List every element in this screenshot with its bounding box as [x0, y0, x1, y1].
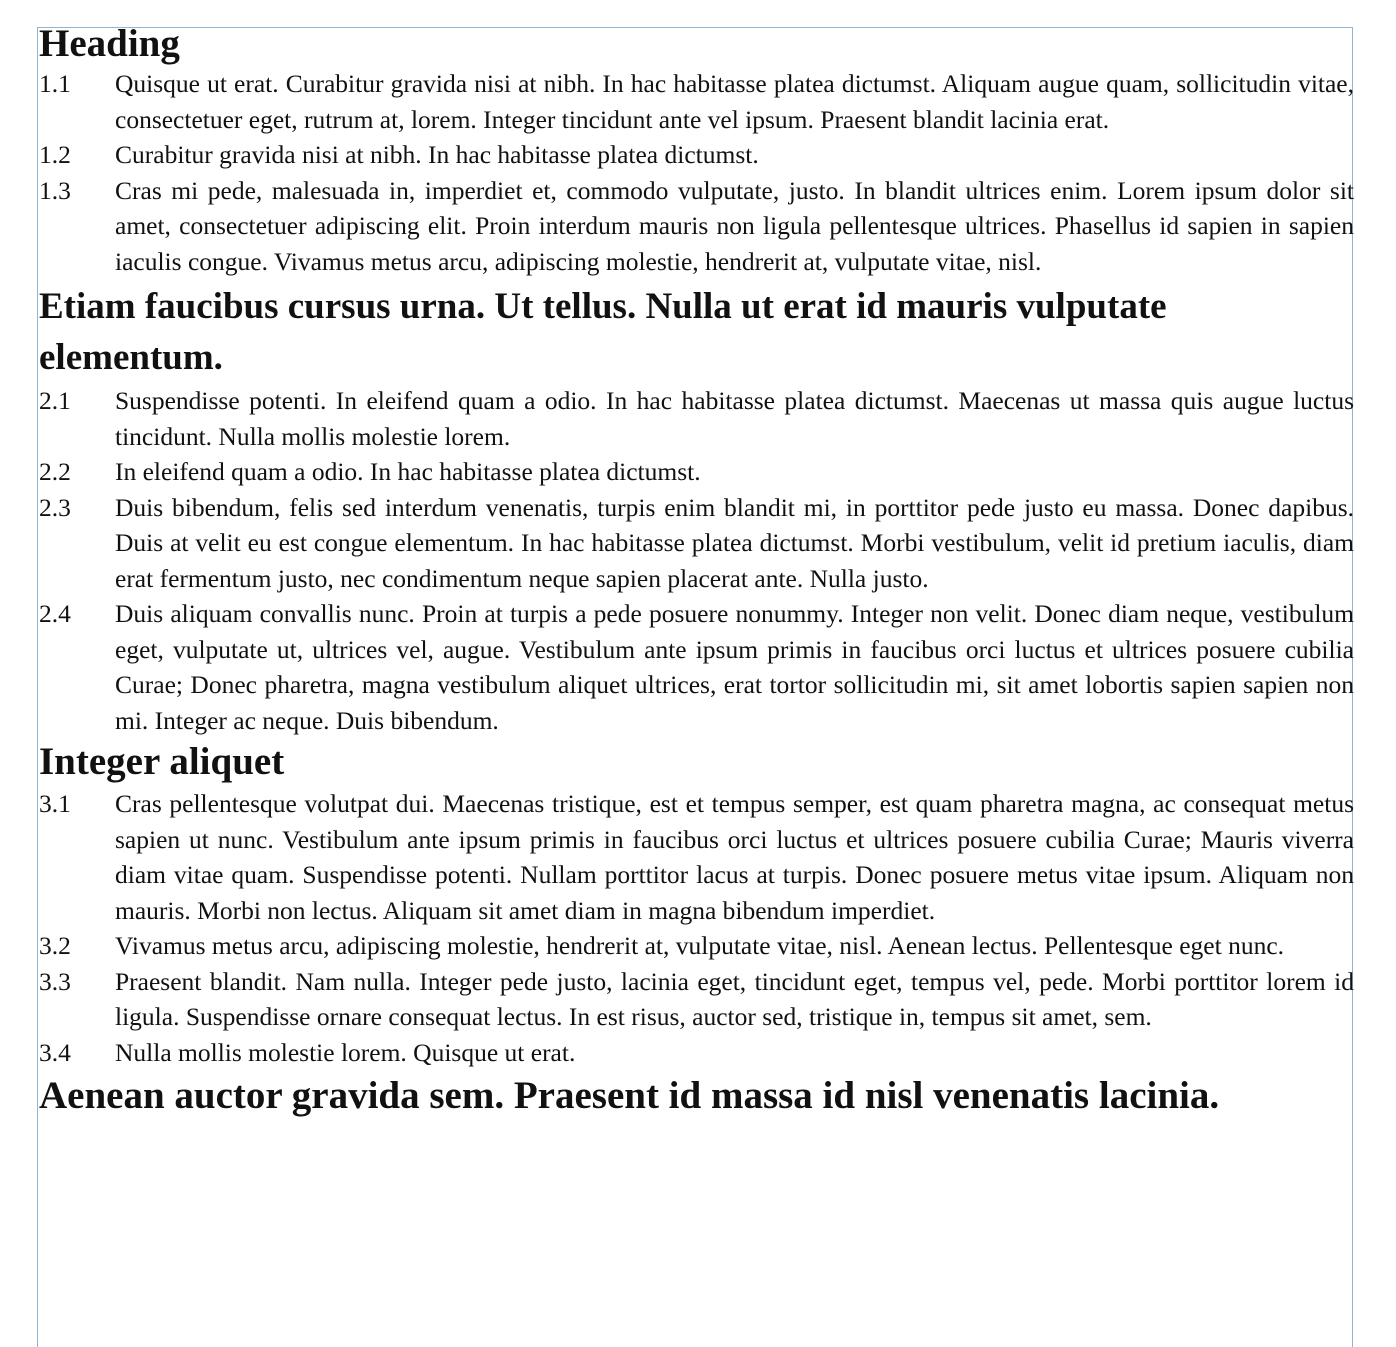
item-text[interactable]: Nulla mollis molestie lorem. Quisque ut erat.	[115, 1037, 576, 1067]
item-text[interactable]: Vivamus metus arcu, adipiscing molestie, hendrerit at, vulputate vitae, nisl. Aenean lectus. Pellentesque eget nunc.	[115, 931, 1285, 960]
item-number: 3.4	[39, 1037, 71, 1067]
list-item[interactable]	[39, 66, 1354, 137]
item-text[interactable]: Cras pellentesque volutpat dui. Maecenas tristique, est et tempus semper, est quam pharetra magna, ac consequat metus sapien ut nunc. Vestibulum ante ipsum primis in faucibus orci luctus et ultrices posuere cubilia Curae; Mauris viverra diam vitae quam. Suspendisse potenti. Nullam porttitor lacus at turpis. Donec posuere metus vitae ipsum. Aliquam non mauris. Morbi non lectus. Aliquam sit amet diam in magna bibendum imperdiet.	[115, 789, 1354, 925]
section-2-list	[39, 383, 1354, 738]
item-text[interactable]: Duis bibendum, felis sed interdum venenatis, turpis enim blandit mi, in porttitor pede justo eu massa. Donec dapibus. Duis at velit eu est congue elementum. In hac habitasse platea dictumst. Morbi vestibulum, velit id pretium iaculis, diam erat fermentum justo, nec condimentum neque sapien placerat ante. Nulla justo.	[115, 492, 1354, 593]
section-2-heading[interactable]: Etiam faucibus cursus urna. Ut tellus. Nulla ut erat id mauris vulputate elementum.	[39, 286, 1167, 378]
list-item[interactable]	[39, 173, 1354, 280]
item-text[interactable]: Praesent blandit. Nam nulla. Integer pede justo, lacinia eget, tincidunt eget, tempus vel, pede. Morbi porttitor lorem id ligula. Suspendisse ornare consequat lectus. In est risus, auctor sed, tristique in, tempus sit amet, sem.	[115, 966, 1354, 1031]
item-text[interactable]: In eleifend quam a odio. In hac habitasse platea dictumst.	[115, 457, 701, 486]
item-number: 2.3	[39, 492, 71, 522]
item-number: 1.3	[39, 175, 71, 205]
item-text[interactable]: Cras mi pede, malesuada in, imperdiet et, commodo vulputate, justo. In blandit ultrices enim. Lorem ipsum dolor sit amet, consectetuer adipiscing elit. Proin interdum mauris non ligula pellentesque ultrices. Phasellus id sapien in sapien iaculis congue. Vivamus metus arcu, adipiscing molestie, hendrerit at, vulputate vitae, nisl.	[115, 175, 1354, 276]
item-number: 3.2	[39, 931, 71, 960]
item-number: 3.1	[39, 789, 71, 818]
item-number: 2.1	[39, 386, 71, 415]
list-item[interactable]	[39, 1035, 1354, 1071]
list-item[interactable]	[39, 490, 1354, 597]
list-item[interactable]	[39, 454, 1354, 490]
item-number: 1.1	[39, 69, 71, 98]
list-item[interactable]	[39, 596, 1354, 738]
item-number: 2.2	[39, 457, 71, 486]
item-text[interactable]: Quisque ut erat. Curabitur gravida nisi at nibh. In hac habitasse platea dictumst. Aliquam augue quam, sollicitudin vitae, consectetuer eget, rutrum at, lorem. Integer tincidunt ante vel ipsum. Praesent blandit lacinia erat.	[115, 69, 1354, 134]
section-1-list	[39, 66, 1354, 279]
list-item[interactable]	[39, 786, 1354, 928]
item-text[interactable]: Curabitur gravida nisi at nibh. In hac habitasse platea dictumst.	[115, 140, 759, 169]
item-text[interactable]: Suspendisse potenti. In eleifend quam a odio. In hac habitasse platea dictumst. Maecenas ut massa quis augue luctus tincidunt. Nulla mollis molestie lorem.	[115, 386, 1354, 451]
section-3-list	[39, 786, 1354, 1070]
section-1-heading[interactable]: Heading	[39, 22, 180, 65]
list-item[interactable]	[39, 964, 1354, 1035]
list-item[interactable]	[39, 383, 1354, 454]
item-number: 2.4	[39, 599, 71, 628]
section-4-heading[interactable]: Aenean auctor gravida sem. Praesent id massa id nisl venenatis lacinia.	[39, 1074, 1220, 1117]
list-item[interactable]	[39, 137, 1354, 173]
item-number: 3.3	[39, 966, 71, 996]
item-text[interactable]: Duis aliquam convallis nunc. Proin at turpis a pede posuere nonummy. Integer non velit. Donec diam neque, vestibulum eget, vulputate ut, ultrices vel, augue. Vestibulum ante ipsum primis in faucibus orci luctus et ultrices posuere cubilia Curae; Donec pharetra, magna vestibulum aliquet ultrices, erat tortor sollicitudin mi, sit amet lobortis sapien sapien non mi. Integer ac neque. Duis bibendum.	[115, 599, 1354, 735]
item-number: 1.2	[39, 140, 71, 169]
list-item[interactable]	[39, 928, 1354, 964]
document-body[interactable]	[39, 22, 1354, 1120]
section-3-heading[interactable]: Integer aliquet	[39, 740, 285, 783]
